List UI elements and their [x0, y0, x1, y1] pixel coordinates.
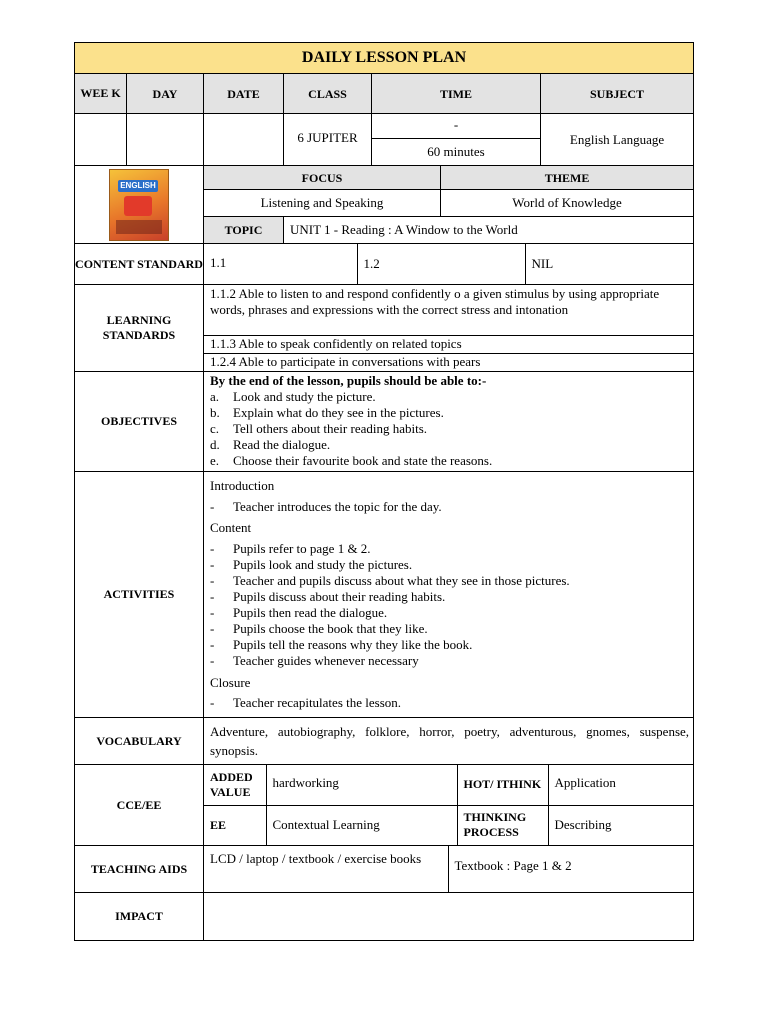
activities-cell: [204, 472, 694, 718]
teaching-aids-label: TEACHING AIDS: [75, 846, 204, 893]
time-top-value: -: [372, 114, 540, 139]
learning-standard-item: 1.1.3 Able to speak confidently on related topics: [204, 336, 693, 354]
activity-item: - Teacher guides whenever necessary: [210, 653, 419, 668]
added-value-label: ADDED VALUE: [204, 765, 266, 805]
theme-value: World of Knowledge: [441, 190, 694, 217]
objective-item: d. Read the dialogue.: [210, 437, 331, 452]
lesson-plan-table: [74, 42, 694, 941]
activities-label: ACTIVITIES: [75, 472, 204, 718]
vocabulary-label: VOCABULARY: [75, 718, 204, 765]
impact-label: IMPACT: [75, 893, 204, 941]
date-header: DATE: [204, 74, 284, 114]
cce-ee-label: CCE/EE: [75, 765, 204, 846]
book-cover-band: [116, 220, 162, 234]
activity-item: - Teacher and pupils discuss about what they see in those pictures.: [210, 573, 570, 588]
ee-label: EE: [204, 805, 266, 845]
thinking-process-value: Describing: [548, 805, 693, 845]
teaching-aids-materials: LCD / laptop / textbook / exercise books: [204, 846, 448, 892]
activities-introduction-heading: Introduction: [210, 478, 275, 493]
date-value: [204, 114, 284, 166]
subject-header: SUBJECT: [541, 74, 694, 114]
activity-item: - Pupils look and study the pictures.: [210, 557, 413, 572]
activity-item: - Pupils choose the book that they like.: [210, 621, 428, 636]
objectives-intro: By the end of the lesson, pupils should be able to:-: [210, 373, 487, 388]
content-standard-value: NIL: [531, 256, 554, 271]
week-value: [75, 114, 127, 166]
cce-ee-cell: [204, 765, 694, 846]
class-value: 6 JUPITER: [284, 114, 372, 166]
ee-value: Contextual Learning: [266, 805, 457, 845]
book-cover-graphic: [124, 196, 152, 216]
content-standard-label: CONTENT STANDARD: [75, 244, 204, 285]
topic-value: UNIT 1 - Reading : A Window to the World: [284, 217, 694, 244]
content-standard-value: 1.2: [357, 244, 525, 284]
day-header: DAY: [127, 74, 204, 114]
lesson-plan-document: [74, 42, 693, 941]
content-standard-value: 1.1: [204, 244, 357, 284]
objectives-cell: [204, 372, 694, 472]
book-cover-title: ENGLISH: [118, 180, 158, 192]
teaching-aids-textbook: Textbook : Page 1 & 2: [454, 858, 572, 873]
activity-item: - Pupils refer to page 1 & 2.: [210, 541, 371, 556]
impact-value: [204, 893, 694, 941]
activity-item: - Pupils tell the reasons why they like the book.: [210, 637, 473, 652]
teaching-aids-cell: [204, 846, 694, 893]
focus-header: FOCUS: [204, 166, 441, 190]
learning-standards-cell: [204, 285, 694, 372]
objective-item: c. Tell others about their reading habits.: [210, 421, 428, 436]
activity-item: - Pupils discuss about their reading habits.: [210, 589, 446, 604]
page-title: DAILY LESSON PLAN: [75, 43, 694, 74]
theme-header: THEME: [441, 166, 694, 190]
class-header: CLASS: [284, 74, 372, 114]
day-value: [127, 114, 204, 166]
subject-value: English Language: [541, 114, 694, 166]
content-standard-values: [204, 244, 694, 285]
learning-standards-label: LEARNING STANDARDS: [75, 285, 204, 372]
activity-item: - Teacher introduces the topic for the day.: [210, 499, 442, 514]
objectives-label: OBJECTIVES: [75, 372, 204, 472]
time-cell: [372, 114, 541, 166]
book-cover-cell: [75, 166, 204, 244]
objective-item: b. Explain what do they see in the pictures.: [210, 405, 444, 420]
week-header: WEE K: [75, 74, 127, 114]
added-value-value: hardworking: [266, 765, 457, 805]
hot-ithink-label: HOT/ ITHINK: [457, 765, 548, 805]
activities-closure-heading: Closure: [210, 675, 251, 690]
learning-standard-item: 1.1.2 Able to listen to and respond confidently o a given stimulus by using appropriate words, phrases and expressions with the correct stress and intonation: [204, 285, 693, 336]
time-duration-value: 60 minutes: [427, 144, 485, 159]
objective-item: e. Choose their favourite book and state the reasons.: [210, 453, 493, 468]
learning-standard-item: 1.2.4 Able to participate in conversations with pears: [210, 354, 481, 369]
textbook-cover-image: [109, 169, 169, 241]
activity-item: - Teacher recapitulates the lesson.: [210, 695, 402, 710]
vocabulary-value: Adventure, autobiography, folklore, horror, poetry, adventurous, gnomes, suspense, synopsis.: [204, 718, 694, 765]
hot-ithink-value: Application: [548, 765, 693, 805]
topic-label: TOPIC: [204, 217, 284, 244]
focus-value: Listening and Speaking: [204, 190, 441, 217]
activities-content-heading: Content: [210, 520, 252, 535]
time-header: TIME: [372, 74, 541, 114]
objective-item: a. Look and study the picture.: [210, 389, 376, 404]
thinking-process-label: THINKING PROCESS: [457, 805, 548, 845]
activity-item: - Pupils then read the dialogue.: [210, 605, 388, 620]
